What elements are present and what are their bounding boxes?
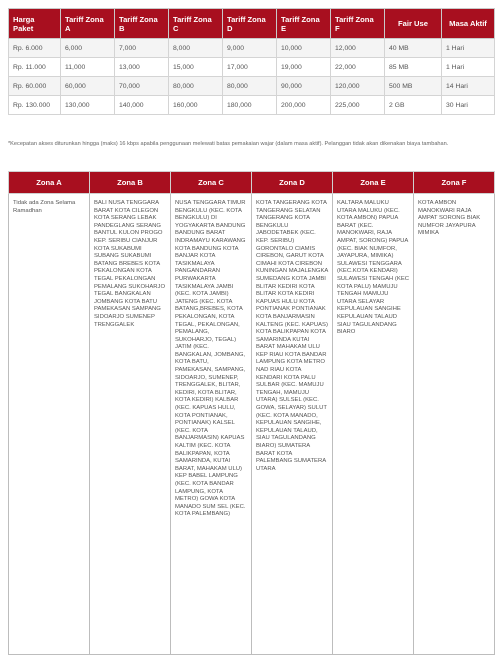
cell-zona-b: 140,000 [115,96,169,115]
cell-zona-f: 120,000 [331,77,385,96]
table-row [9,58,495,77]
header-masa-aktif: Masa Aktif [442,9,495,39]
cell-zona-d: 9,000 [223,39,277,58]
cell-zona-c: 80,000 [169,77,223,96]
header-tariff-zona-f: Tariff Zona F [331,9,385,39]
cell-zona-f: 12,000 [331,39,385,58]
zone-table [8,171,495,655]
cell-zona-c: 8,000 [169,39,223,58]
cell-zona-e: 90,000 [277,77,331,96]
cell-zona-e: 10,000 [277,39,331,58]
zone-c-areas [171,194,252,655]
zone-d-areas-text: KOTA TANGERANG KOTA TANGERANG SELATAN TANGERANG KOTA BENGKULU JABODETABEK (KEC. KEP. SERIBU) GORONTALO CIAMIS CIREBON, GARUT KOTA CIMAHI KOTA CIREBON KUNINGAN MAJALENGKA SUMEDANG KOTA JAMBI BLITAR KEDIRI KOTA BLITAR KOTA KEDIRI KAPUAS HULU KOTA PONTIANAK PONTIANAK KOTA BANJARMASIN KALTENG (KEC. KAPUAS) KOTA BALIKPAPAN KOTA SAMARINDA KUTAI BARAT MAHAKAM ULU KEP RIAU KOTA BANDAR LAMPUNG KOTA METRO NAD RIAU KOTA KENDARI KOTA PALU SULBAR (KEC. MAMUJU TENGAH, MAMUJU UTARA) SULSEL (KEC. GOWA, SELAYAR) SULUT (KEC. KOTA MANADO, KEPULAUAN SANGIHE, KEPULAUAN TALAUD, SIAU TAGULANDANG BIARO) SUMATERA BARAT KOTA PALEMBANG SUMATERA UTARA [256,200,329,472]
header-tariff-zona-d: Tariff Zona D [223,9,277,39]
zone-c-areas-text: NUSA TENGGARA TIMUR BENGKULU (KEC. KOTA BENGKULU) DI YOGYAKARTA BANDUNG BANDUNG BARAT INDRAMAYU KARAWANG KOTA BANDUNG KOTA BANJAR KOTA TASIKMALAYA PANGANDARAN PURWAKARTA TASIKMALAYA JAMBI (KEC. KOTA JAMBI) JATENG (KEC. KOTA BATANG,BREBES, KOTA PEKALONGAN, KOTA TEGAL, PEKALONGAN, PEMALANG, SUKOHARJO, TEGAL) JATIM (KEC. BANGKALAN, JOMBANG, KOTA BATU, PAMEKASAN, SAMPANG, SIDOARJO, SUMENEP, TRENGGALEK, BLITAR, KEDIRI, KOTA BLITAR, KOTA KEDIRI) KALBAR (KEC. KAPUAS HULU, KOTA PONTIANAK, PONTIANAK) KALSEL (KEC. KOTA BANJARMASIN) KAPUAS KALTIM (KEC. KOTA BALIKPAPAN, KOTA SAMARINDA, KUTAI BARAT, MAHAKAM ULU) KEP BABEL LAMPUNG (KEC. KOTA BANDAR LAMPUNG, KOTA METRO) GOWA KOTA MANADO SUM SEL (KEC. KOTA PALEMBANG) [175,200,246,518]
zone-row [9,194,495,655]
cell-masa-aktif: 1 Hari [442,58,495,77]
cell-zona-a: 11,000 [61,58,115,77]
cell-zona-f: 225,000 [331,96,385,115]
cell-masa-aktif: 14 Hari [442,77,495,96]
header-tariff-zona-e: Tariff Zona E [277,9,331,39]
cell-masa-aktif: 1 Hari [442,39,495,58]
header-zona-e: Zona E [333,172,414,194]
zone-b-areas [90,194,171,655]
header-tariff-zona-b: Tariff Zona B [115,9,169,39]
zone-a-areas-text: Tidak ada Zona Selama Ramadhan [13,200,76,214]
cell-zona-b: 70,000 [115,77,169,96]
header-tariff-zona-a: Tariff Zona A [61,9,115,39]
cell-harga-paket: Rp. 130.000 [9,96,61,115]
zone-f-areas-text: KOTA AMBON MANOKWARI RAJA AMPAT SORONG BIAK NUMFOR JAYAPURA MIMIKA [418,200,481,237]
price-header-row [9,9,495,39]
table-row [9,77,495,96]
header-zona-a: Zona A [9,172,90,194]
zone-b-areas-text: BALI NUSA TENGGARA BARAT KOTA CILEGON KOTA SERANG LEBAK PANDEGLANG SERANG BANTUL KULON PROGO KEP. SERIBU CIANJUR KOTA SUKABUMI SUBANG SUKABUMI BATANG BREBES KOTA PEKALONGAN KOTA TEGAL PEKALONGAN PEMALANG SUKOHARJO TEGAL BANGKALAN JOMBANG KOTA BATU PAMEKASAN SAMPANG SIDOARJO SUMENEP TRENGGALEK [94,200,166,328]
cell-zona-e: 19,000 [277,58,331,77]
cell-fair-use: 2 GB [385,96,442,115]
header-fair-use: Fair Use [385,9,442,39]
cell-zona-c: 15,000 [169,58,223,77]
header-zona-c: Zona C [171,172,252,194]
cell-fair-use: 40 MB [385,39,442,58]
header-zona-b: Zona B [90,172,171,194]
header-tariff-zona-c: Tariff Zona C [169,9,223,39]
price-table [8,8,495,115]
cell-harga-paket: Rp. 6.000 [9,39,61,58]
table-row [9,96,495,115]
cell-masa-aktif: 30 Hari [442,96,495,115]
zone-a-areas [9,194,90,655]
zone-d-areas [252,194,333,655]
header-zona-d: Zona D [252,172,333,194]
table-row [9,39,495,58]
cell-zona-e: 200,000 [277,96,331,115]
zone-e-areas [333,194,414,655]
cell-fair-use: 85 MB [385,58,442,77]
cell-harga-paket: Rp. 60.000 [9,77,61,96]
cell-zona-d: 17,000 [223,58,277,77]
zone-f-areas [414,194,495,655]
cell-harga-paket: Rp. 11.000 [9,58,61,77]
cell-fair-use: 500 MB [385,77,442,96]
header-harga-paket: Harga Paket [9,9,61,39]
cell-zona-d: 180,000 [223,96,277,115]
cell-zona-b: 13,000 [115,58,169,77]
cell-zona-b: 7,000 [115,39,169,58]
cell-zona-a: 6,000 [61,39,115,58]
zone-e-areas-text: KALTARA MALUKU UTARA MALUKU (KEC. KOTA AMBON) PAPUA BARAT (KEC. MANOKWARI, RAJA AMPAT, SORONG) PAPUA (KEC. BIAK NUMFOR, JAYAPURA, MIMIKA) SULAWESI TENGGARA (KEC.KOTA KENDARI) SULAWESI TENGAH (KEC KOTA PALU) MAMUJU TENGAH MAMUJU UTARA SELAYAR KEPULAUAN SANGIHE KEPULAUAN TALAUD SIAU TAGULANDANG BIARO [337,200,410,336]
cell-zona-a: 130,000 [61,96,115,115]
cell-zona-f: 22,000 [331,58,385,77]
fair-use-footnote: *Kecepatan akses diturunkan hingga (maks) 16 kbps apabila penggunaan melewati batas pemakaian wajar (dalam masa aktif). Pelanggan tidak akan dikenakan biaya tambahan. [8,141,449,147]
cell-zona-a: 60,000 [61,77,115,96]
zone-header-row [9,172,495,194]
cell-zona-c: 160,000 [169,96,223,115]
header-zona-f: Zona F [414,172,495,194]
cell-zona-d: 80,000 [223,77,277,96]
